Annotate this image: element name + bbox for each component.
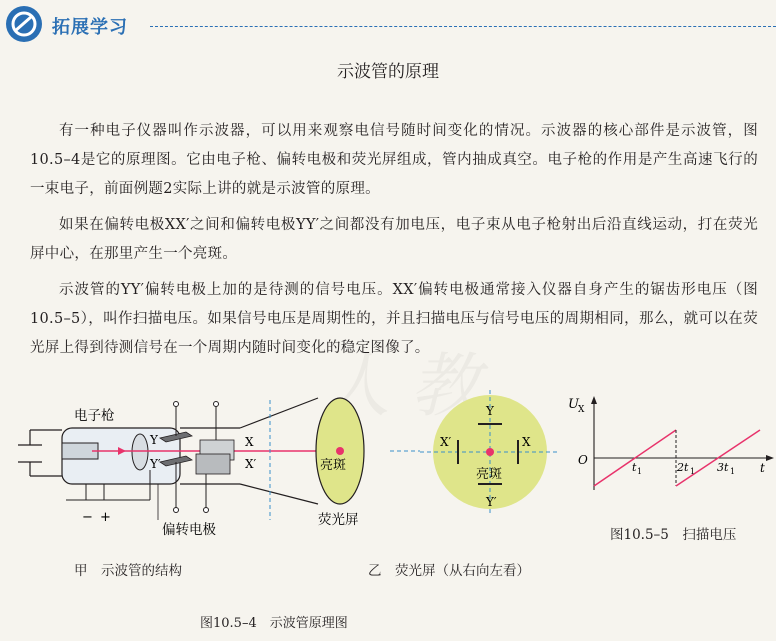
- tick-t2: 2t: [677, 461, 689, 474]
- tick-t3: 3t: [717, 461, 729, 474]
- y-plate-label: Y: [150, 433, 158, 447]
- minus-sign: −: [82, 510, 93, 525]
- section-label: 拓展学习: [52, 17, 128, 38]
- figure-oscilloscope: [0, 380, 776, 641]
- deflect-label: 偏转电极: [162, 522, 216, 538]
- screen-yp-label: Y′: [486, 495, 497, 509]
- header-bar: [0, 0, 776, 48]
- logo-icon: [6, 6, 42, 42]
- chart-origin: O: [578, 453, 588, 467]
- header-divider: [150, 26, 776, 27]
- screen-xp-label: X′: [440, 435, 452, 449]
- tick-t2-sub: 1: [690, 467, 696, 476]
- tick-t3-sub: 1: [730, 467, 736, 476]
- paragraph-no-voltage: 如果在偏转电极XX′之间和偏转电极YY′之间都没有加电压，电子束从电子枪射出后沿直线运动，打在荧光屏中心，在那里产生一个亮斑。: [30, 217, 758, 262]
- tube-caption: 甲 示波管的结构: [74, 563, 182, 579]
- paragraph-signal: 示波管的YY′偏转电极上加的是待测的信号电压。XX′偏转电极通常接入仪器自身产生的锯齿形电压（图10.5–5），叫作扫描电压。如果信号电压是周期性的，并且扫描电压与信号电压的周期相同，那么，就可以在荧光屏上得到待测信号在一个周期内随时间变化的稳定图像了。: [30, 282, 758, 356]
- paragraph-intro: 有一种电子仪器叫作示波器，可以用来观察电信号随时间变化的情况。示波器的核心部件是示波管，图10.5–4是它的原理图。它由电子枪、偏转电极和荧光屏组成，管内抽成真空。电子枪的作用是产生高速飞行的一束电子，前面例题2实际上讲的就是示波管的原理。: [30, 123, 758, 197]
- chart-ylabel-sub: X: [578, 405, 585, 415]
- page-title: 示波管的原理: [337, 62, 439, 82]
- yp-plate-label: Y′: [150, 457, 161, 471]
- chart-xlabel: t: [760, 461, 765, 475]
- x-plate-label: X: [245, 435, 254, 449]
- screen-x-label: X: [522, 435, 531, 449]
- screen-label: 荧光屏: [318, 512, 359, 528]
- screen-spot-label: 亮斑: [476, 467, 503, 482]
- sawtooth-chart: [591, 396, 774, 490]
- screen-caption: 乙 荧光屏（从右向左看）: [368, 563, 530, 579]
- screen-y-label: Y: [486, 404, 494, 418]
- tick-t1-sub: 1: [637, 467, 643, 476]
- xp-plate-label: X′: [245, 457, 257, 471]
- gun-label: 电子枪: [74, 408, 115, 424]
- chart-ylabel: U: [568, 397, 579, 412]
- sawtooth-caption: 图10.5–5 扫描电压: [610, 527, 737, 543]
- tick-t1: t: [632, 461, 637, 474]
- spot-label: 亮斑: [320, 458, 347, 473]
- figure-caption: 图10.5–4 示波管原理图: [200, 616, 348, 631]
- plus-sign: +: [100, 510, 111, 525]
